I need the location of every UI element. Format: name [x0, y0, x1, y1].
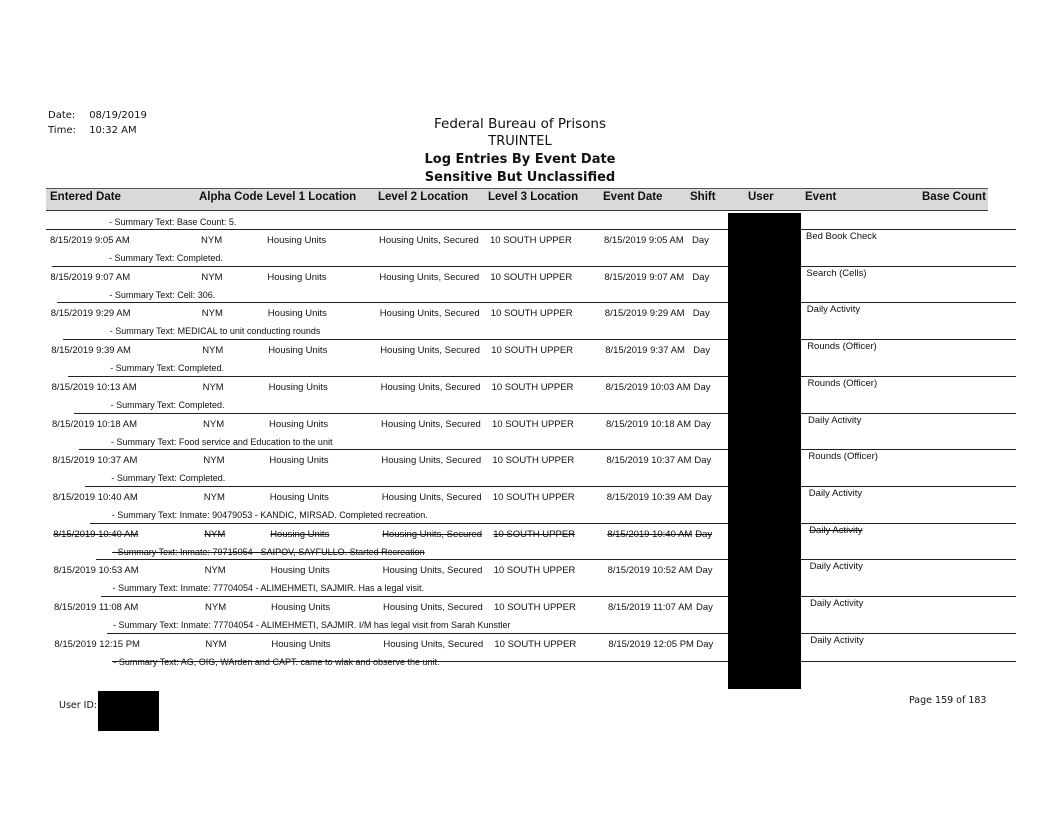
entered-date-cell: 8/15/2019 9:29 AM — [50, 308, 131, 320]
level2-cell: Housing Units, Secured — [379, 308, 480, 320]
summary-text: - Summary Text: Completed. — [111, 473, 226, 484]
event-date-cell: 8/15/2019 12:05 PM — [608, 638, 694, 650]
shift-cell: Day — [695, 565, 713, 577]
event-cell: Rounds (Officer) — [807, 377, 878, 389]
col-entered-date: Entered Date — [50, 191, 121, 203]
level1-cell: Housing Units — [270, 528, 330, 540]
level2-cell: Housing Units, Secured — [379, 271, 480, 283]
event-cell: Daily Activity — [808, 414, 862, 426]
level1-cell: Housing Units — [267, 235, 327, 246]
row-divider — [79, 449, 1016, 450]
shift-cell: Day — [696, 638, 714, 650]
event-cell: Daily Activity — [808, 487, 863, 499]
row-divider — [46, 229, 1016, 230]
level3-cell: 10 SOUTH UPPER — [490, 235, 572, 246]
event-date-cell: 8/15/2019 10:40 AM — [607, 528, 693, 540]
row-divider — [96, 559, 1017, 560]
level3-cell: 10 SOUTH UPPER — [491, 381, 574, 393]
entered-date-cell: 8/15/2019 10:18 AM — [52, 418, 138, 430]
event-date-cell: 8/15/2019 11:07 AM — [608, 602, 693, 613]
alpha-code-cell: NYM — [201, 235, 223, 246]
level2-cell: Housing Units, Secured — [383, 602, 483, 613]
event-date-cell: 8/15/2019 10:03 AM — [605, 381, 691, 393]
level1-cell: Housing Units — [271, 602, 331, 613]
level2-cell: Housing Units, Secured — [379, 235, 479, 246]
entered-date-cell: 8/15/2019 10:37 AM — [52, 455, 138, 467]
shift-cell: Day — [694, 418, 711, 430]
alpha-code-cell: NYM — [204, 565, 226, 577]
alpha-code-cell: NYM — [203, 491, 225, 503]
level1-cell: Housing Units — [267, 271, 327, 283]
shift-cell: Day — [694, 491, 712, 503]
print-time — [48, 125, 137, 136]
col-user: User — [748, 191, 774, 203]
summary-text: - Summary Text: Completed. — [110, 399, 225, 410]
event-cell: Daily Activity — [810, 598, 864, 609]
level1-cell: Housing Units — [271, 638, 331, 650]
report-title — [330, 115, 710, 187]
level3-cell: 10 SOUTH UPPER — [490, 271, 573, 283]
event-date-cell: 8/15/2019 10:39 AM — [606, 491, 692, 503]
level2-cell: Housing Units, Secured — [381, 491, 482, 503]
alpha-code-cell: NYM — [201, 308, 223, 320]
time-label: Time: — [48, 125, 76, 136]
level3-cell: 10 SOUTH UPPER — [491, 345, 574, 357]
user-id-redaction — [98, 691, 159, 731]
level2-cell: Housing Units, Secured — [382, 528, 482, 540]
user-id-label: User ID: — [59, 700, 97, 711]
row-divider — [90, 523, 1016, 524]
report-name: Log Entries By Event Date — [424, 152, 616, 167]
event-date-cell: 8/15/2019 9:07 AM — [604, 271, 685, 283]
summary-text: - Summary Text: MEDICAL to unit conducting rounds — [109, 326, 321, 337]
level1-cell: Housing Units — [269, 491, 329, 503]
date-value: 08/19/2019 — [89, 110, 147, 121]
row-divider — [52, 266, 1017, 267]
event-date-cell: 8/15/2019 10:18 AM — [606, 418, 692, 430]
time-value: 10:32 AM — [89, 125, 137, 136]
col-level3: Level 3 Location — [488, 191, 579, 203]
event-cell: Rounds (Officer) — [807, 341, 877, 353]
level2-cell: Housing Units, Secured — [383, 638, 484, 650]
event-cell: Daily Activity — [806, 304, 861, 316]
agency-name: Federal Bureau of Prisons — [434, 116, 606, 132]
level3-cell: 10 SOUTH UPPER — [493, 565, 576, 577]
col-base-count: Base Count — [922, 191, 986, 203]
event-cell: Daily Activity — [809, 524, 863, 536]
level3-cell: 10 SOUTH UPPER — [492, 455, 575, 467]
entered-date-cell: 8/15/2019 9:39 AM — [51, 345, 131, 357]
level1-cell: Housing Units — [270, 565, 330, 577]
summary-text: - Summary Text: Inmate: 79715054 - SAIPOV, SAYFULLO. Started Recreation — [112, 546, 425, 557]
row-divider — [74, 413, 1017, 414]
summary-text: - Summary Text: Inmate: 77704054 - ALIMEHMETI, SAJMIR. I/M has legal visit from Sarah Kunstler — [113, 620, 511, 630]
level3-cell: 10 SOUTH UPPER — [492, 491, 575, 503]
summary-text: - Summary Text: Inmate: 90479053 - KANDIC, MIRSAD. Completed recreation. — [111, 509, 428, 520]
level3-cell: 10 SOUTH UPPER — [494, 638, 577, 650]
col-event: Event — [805, 191, 837, 203]
shift-cell: Day — [694, 455, 712, 467]
user-redaction — [728, 213, 801, 689]
row-divider — [68, 376, 1016, 377]
summary-text: - Summary Text: Completed. — [110, 363, 225, 374]
event-date-cell: 8/15/2019 9:29 AM — [604, 308, 685, 320]
row-divider — [57, 302, 1016, 303]
event-cell: Daily Activity — [810, 634, 864, 646]
event-date-cell: 8/15/2019 9:05 AM — [604, 235, 684, 246]
summary-text: - Summary Text: Inmate: 77704054 - ALIMEHMETI, SAJMIR. Has a legal visit. — [112, 583, 425, 594]
shift-cell: Day — [692, 235, 709, 246]
shift-cell: Day — [696, 602, 713, 613]
shift-cell: Day — [695, 528, 713, 540]
level2-cell: Housing Units, Secured — [381, 418, 481, 430]
event-date-cell: 8/15/2019 10:52 AM — [607, 565, 693, 577]
shift-cell: Day — [692, 308, 710, 320]
col-alpha-level1: Alpha Code Level 1 Location — [199, 191, 357, 203]
row-divider — [63, 339, 1017, 340]
level3-cell: 10 SOUTH UPPER — [490, 308, 573, 320]
entered-date-cell: 8/15/2019 9:05 AM — [50, 235, 130, 246]
entered-date-cell: 8/15/2019 10:13 AM — [51, 381, 137, 393]
event-date-cell: 8/15/2019 9:37 AM — [605, 345, 685, 357]
alpha-code-cell: NYM — [204, 528, 226, 540]
level1-cell: Housing Units — [268, 345, 328, 357]
event-cell: Daily Activity — [809, 561, 863, 573]
alpha-code-cell: NYM — [202, 381, 224, 393]
shift-cell: Day — [693, 381, 711, 393]
shift-cell: Day — [693, 345, 711, 357]
level2-cell: Housing Units, Secured — [381, 455, 482, 467]
level1-cell: Housing Units — [269, 455, 329, 467]
entered-date-cell: 8/15/2019 12:15 PM — [54, 638, 140, 650]
entered-date-cell: 8/15/2019 10:53 AM — [53, 565, 139, 577]
print-date — [48, 110, 147, 121]
entered-date-cell: 8/15/2019 10:40 AM — [52, 491, 138, 503]
col-level2: Level 2 Location — [378, 191, 469, 203]
alpha-code-cell: NYM — [205, 638, 227, 650]
row-divider — [107, 633, 1017, 634]
event-cell: Bed Book Check — [806, 231, 877, 242]
level3-cell: 10 SOUTH UPPER — [493, 528, 576, 540]
level3-cell: 10 SOUTH UPPER — [492, 418, 574, 430]
level1-cell: Housing Units — [269, 418, 329, 430]
event-date-cell: 8/15/2019 10:37 AM — [606, 455, 692, 467]
alpha-code-cell: NYM — [201, 271, 223, 283]
row-divider — [112, 661, 1016, 662]
entered-date-cell: 8/15/2019 10:40 AM — [53, 528, 139, 540]
summary-text: - Summary Text: Base Count: 5. — [109, 217, 237, 227]
summary-text: - Summary Text: Cell: 306. — [109, 289, 216, 300]
page-number: Page 159 of 183 — [909, 695, 987, 706]
alpha-code-cell: NYM — [202, 345, 224, 357]
level1-cell: Housing Units — [267, 308, 327, 320]
event-cell: Search (Cells) — [806, 267, 867, 279]
col-shift: Shift — [690, 191, 716, 203]
summary-text: - Summary Text: Food service and Education to the unit — [111, 436, 333, 447]
row-divider — [101, 596, 1016, 597]
shift-cell: Day — [692, 271, 710, 283]
level3-cell: 10 SOUTH UPPER — [494, 602, 576, 613]
entered-date-cell: 8/15/2019 11:08 AM — [54, 602, 139, 613]
summary-text: - Summary Text: Completed. — [109, 253, 223, 263]
level2-cell: Housing Units, Secured — [380, 345, 480, 357]
col-event-date: Event Date — [603, 191, 663, 203]
alpha-code-cell: NYM — [205, 602, 227, 613]
row-divider — [85, 486, 1017, 487]
date-label: Date: — [48, 110, 76, 121]
level2-cell: Housing Units, Secured — [382, 565, 483, 577]
alpha-code-cell: NYM — [203, 455, 225, 467]
entered-date-cell: 8/15/2019 9:07 AM — [50, 271, 131, 283]
classification: Sensitive But Unclassified — [424, 170, 616, 185]
level2-cell: Housing Units, Secured — [380, 381, 481, 393]
event-cell: Rounds (Officer) — [808, 451, 878, 463]
level1-cell: Housing Units — [268, 381, 328, 393]
system-name: TRUINTEL — [488, 134, 552, 149]
alpha-code-cell: NYM — [203, 418, 225, 430]
